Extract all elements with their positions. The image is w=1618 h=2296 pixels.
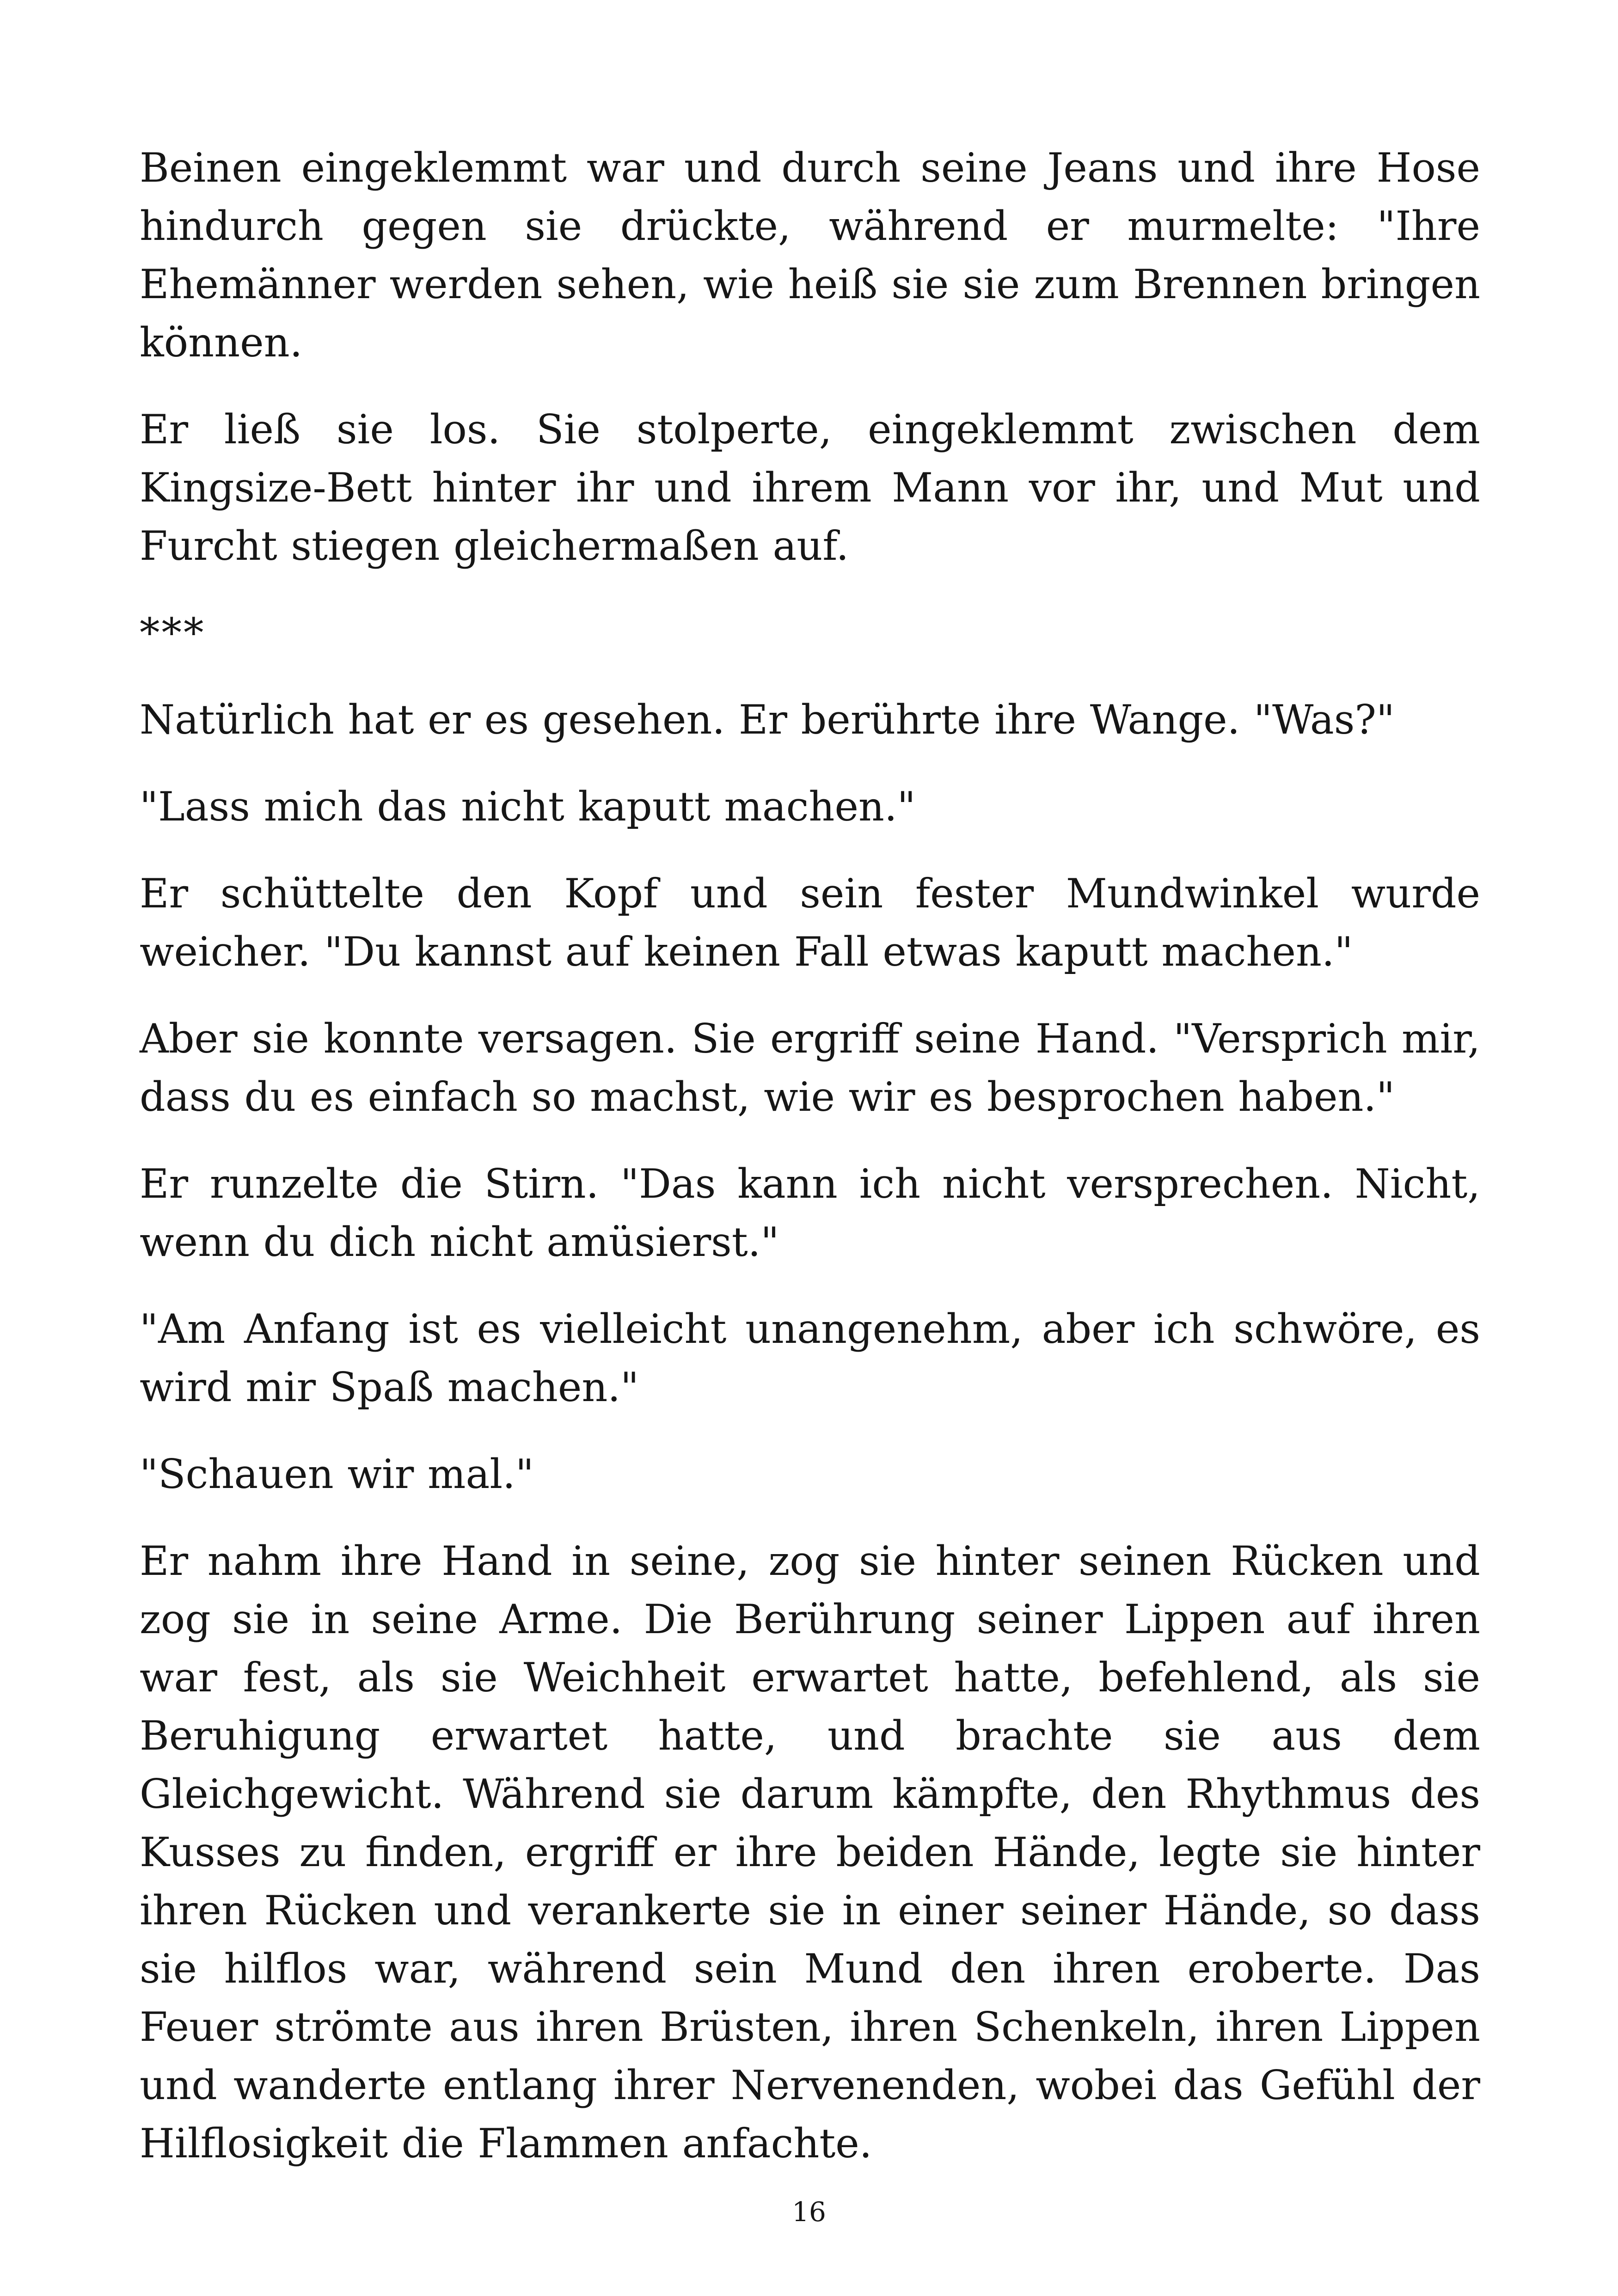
paragraph-3: Natürlich hat er es gesehen. Er berührte ihre Wange. "Was?" — [140, 696, 1395, 743]
paragraph-10: Er nahm ihre Hand in seine, zog sie hinter seinen Rücken und zog sie in seine Arme. Die Berührung seiner Lippen auf ihren war fest, als sie Weichheit erwartet hatte, befehlend, als sie Beruhigung erwartet hatte, und brachte sie aus dem Gleichgewicht. Während sie darum kämpfte, den Rhythmus des Kusses zu finden, ergriff er ihre beiden Hände, legte sie hinter ihren Rücken und verankerte sie in einer seiner Hände, so dass sie hilflos war, während sein Mund den ihren eroberte. Das Feuer strömte aus ihren Brüsten, ihren Schenkeln, ihren Lippen und wanderte entlang ihrer Nervenenden, wobei das Gefühl der Hilflosigkeit die Flammen anfachte. — [140, 1537, 1480, 2167]
page-number: 16 — [792, 2196, 826, 2228]
page-body — [140, 139, 1480, 2167]
paragraph-7: Er runzelte die Stirn. "Das kann ich nicht versprechen. Nicht, wenn du dich nicht amüsierst." — [140, 1160, 1480, 1266]
paragraph-2: Er ließ sie los. Sie stolperte, eingeklemmt zwischen dem Kingsize-Bett hinter ihr und ihrem Mann vor ihr, und Mut und Furcht stiegen gleichermaßen auf. — [140, 406, 1480, 569]
paragraph-8: "Am Anfang ist es vielleicht unangenehm, aber ich schwöre, es wird mir Spaß machen." — [140, 1305, 1480, 1411]
paragraph-4: "Lass mich das nicht kaputt machen." — [140, 783, 916, 830]
scene-break: *** — [140, 609, 206, 656]
paragraph-5: Er schüttelte den Kopf und sein fester Mundwinkel wurde weicher. "Du kannst auf keinen Fall etwas kaputt machen." — [140, 870, 1480, 975]
paragraph-1: Beinen eingeklemmt war und durch seine Jeans und ihre Hose hindurch gegen sie drückte, während er murmelte: "Ihre Ehemänner werden sehen, wie heiß sie sie zum Brennen bringen können. — [140, 144, 1480, 366]
paragraph-6: Aber sie konnte versagen. Sie ergriff seine Hand. "Versprich mir, dass du es einfach so machst, wie wir es besprochen haben." — [140, 1015, 1480, 1120]
paragraph-9: "Schauen wir mal." — [140, 1451, 534, 1498]
